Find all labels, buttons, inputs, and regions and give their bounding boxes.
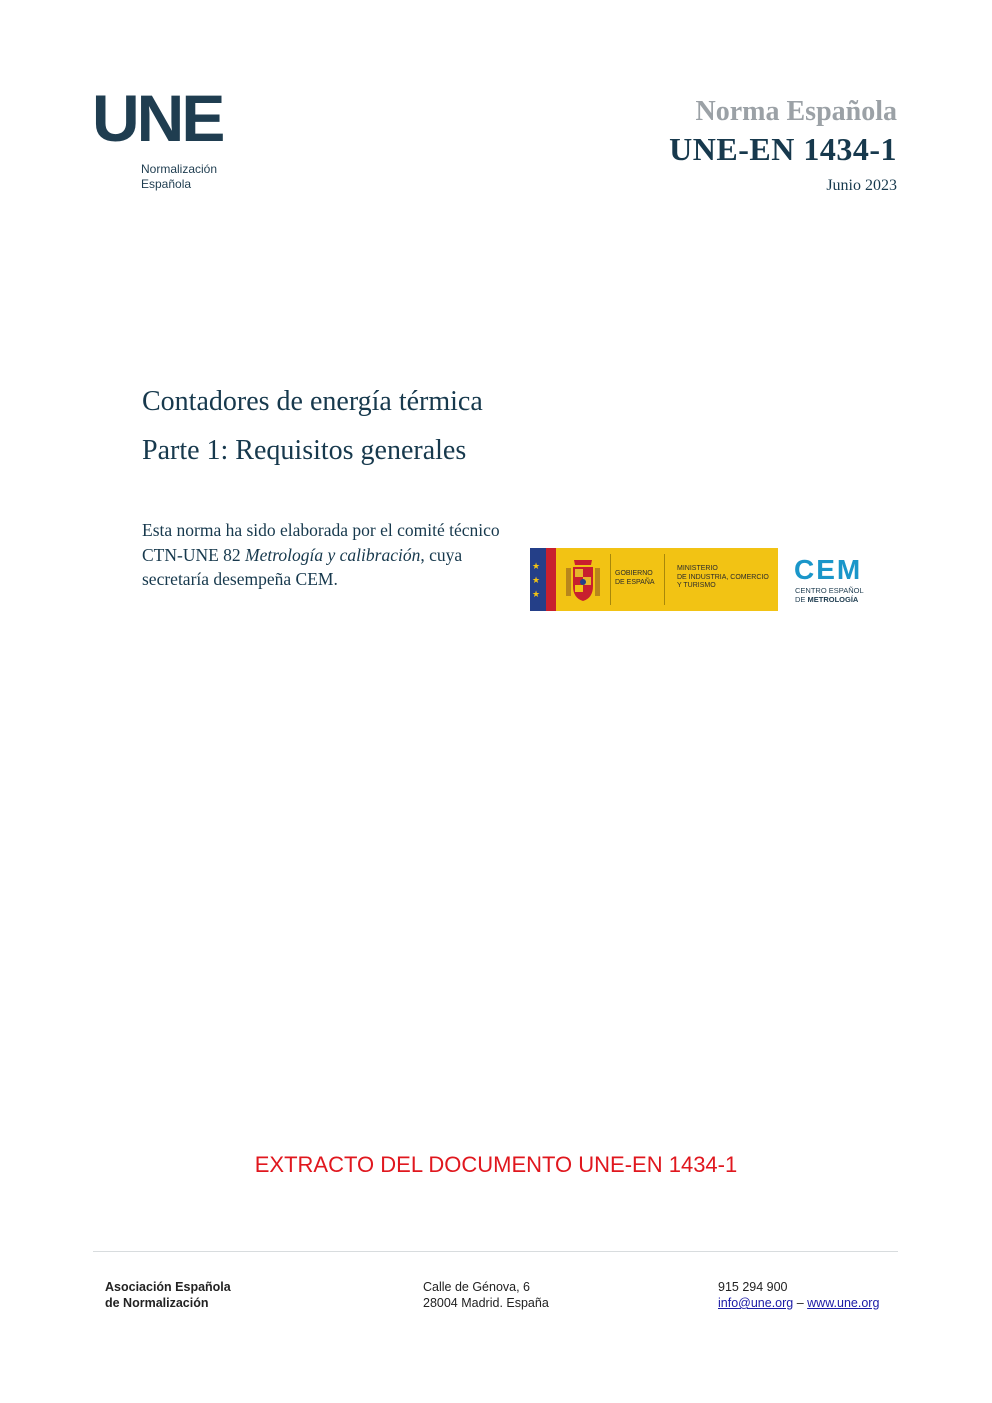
footer-org-line1: Asociación Española (105, 1280, 231, 1294)
une-logo (92, 81, 252, 198)
ministerio-text (677, 565, 769, 591)
standard-date: Junio 2023 (826, 177, 897, 194)
cem-logo-line2-prefix: DE (795, 595, 808, 604)
footer-links (718, 1295, 879, 1311)
document-subtitle: Parte 1: Requisitos generales (142, 435, 467, 466)
footer-addr-line1: Calle de Génova, 6 (423, 1280, 531, 1294)
committee-name: Metrología y calibración (245, 544, 421, 565)
footer-address (423, 1279, 549, 1311)
une-logo-subtitle-line2: Española (141, 177, 192, 191)
email-link[interactable]: info@une.org (718, 1296, 794, 1310)
committee-text-after: , cuya secretaría desempeña CEM. (142, 544, 463, 589)
footer-link-separator: – (793, 1296, 808, 1310)
ministerio-line2: DE INDUSTRIA, COMERCIO (677, 573, 769, 581)
ministerio-line3: Y TURISMO (677, 582, 716, 589)
footer-divider (93, 1251, 898, 1252)
gobierno-line1: GOBIERNO (615, 570, 653, 577)
cem-logo-line1: CENTRO ESPAÑOL (795, 586, 864, 595)
committee-paragraph (142, 518, 502, 592)
cem-logo-line2-bold: METROLOGÍA (807, 595, 859, 604)
website-link[interactable]: www.une.org (807, 1296, 880, 1310)
spain-flag-stripe (546, 548, 556, 611)
cem-logo-mark: CEM (794, 554, 863, 585)
extract-notice: EXTRACTO DEL DOCUMENTO UNE-EN 1434-1 (254, 1152, 738, 1177)
document-title: Contadores de energía térmica (142, 386, 483, 417)
logo-divider (610, 554, 611, 605)
une-logo-subtitle (141, 162, 217, 192)
ministerio-line1: MINISTERIO (677, 565, 718, 572)
gobierno-line2: DE ESPAÑA (615, 578, 655, 586)
une-logo-mark: UNE (92, 81, 223, 155)
logo-divider (664, 554, 665, 605)
standard-code: UNE-EN 1434-1 (669, 131, 897, 167)
gobierno-de-espana-logo (530, 548, 778, 611)
footer-phone: 915 294 900 (718, 1280, 788, 1294)
committee-text-before: Esta norma ha sido elaborada por el comité técnico CTN-UNE 82 (142, 520, 500, 565)
footer-contact (718, 1279, 879, 1311)
footer-addr-line2: 28004 Madrid. España (423, 1296, 549, 1310)
coat-of-arms-icon (564, 556, 602, 603)
footer-organization (105, 1279, 231, 1311)
standard-label: Norma Española (695, 96, 897, 127)
footer-org-line2: de Normalización (105, 1296, 209, 1310)
gobierno-text (615, 570, 655, 587)
cem-logo (780, 548, 886, 611)
eu-stars-icon: ★ ★ ★ (532, 562, 541, 600)
une-logo-subtitle-line1: Normalización (141, 162, 218, 176)
cem-logo-line2 (795, 595, 864, 604)
cem-logo-text (795, 586, 864, 604)
